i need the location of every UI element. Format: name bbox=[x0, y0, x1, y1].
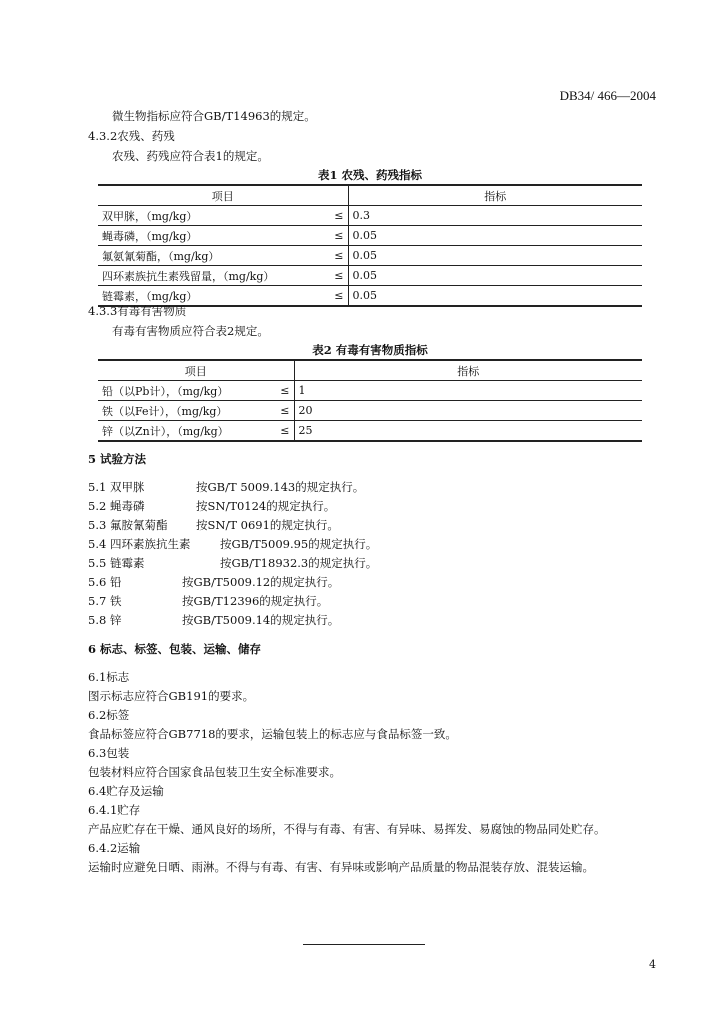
table-row bbox=[98, 226, 642, 246]
method-text: 按GB/T5009.95的规定执行。 bbox=[220, 537, 378, 551]
le-sign: ≤ bbox=[334, 229, 344, 242]
method-line bbox=[88, 479, 364, 495]
table-row bbox=[98, 246, 642, 266]
table-row bbox=[98, 381, 642, 401]
table1-header-item: 项目 bbox=[98, 185, 348, 206]
le-sign: ≤ bbox=[334, 209, 344, 222]
method-label: 5.8 锌 bbox=[88, 613, 122, 627]
item-name: 链霉素，（mg/kg） bbox=[102, 289, 198, 303]
table-row bbox=[98, 206, 642, 226]
section-6-4-1-text: 产品应贮存在干燥、通风良好的场所，不得与有毒、有害、有异味、易挥发、易腐蚀的物品同处贮存。 bbox=[88, 822, 606, 836]
le-sign: ≤ bbox=[280, 384, 290, 397]
section-4-3-3-heading: 4.3.3有毒有害物质 bbox=[88, 304, 187, 318]
method-text: 按GB/T 5009.143的规定执行。 bbox=[196, 480, 365, 494]
table-row bbox=[98, 421, 642, 442]
method-label: 5.3 氟胺氰菊酯 bbox=[88, 518, 168, 532]
method-label: 5.1 双甲脒 bbox=[88, 480, 145, 494]
item-name: 四环素族抗生素残留量，（mg/kg） bbox=[102, 269, 275, 283]
method-text: 按SN/T0124的规定执行。 bbox=[196, 499, 336, 513]
section-6-3-text: 包装材料应符合国家食品包装卫生安全标准要求。 bbox=[88, 765, 341, 779]
item-name: 铁（以Fe计），（mg/kg） bbox=[102, 404, 228, 418]
method-line bbox=[88, 517, 339, 533]
method-label: 5.5 链霉素 bbox=[88, 556, 145, 570]
method-label: 5.2 蝇毒磷 bbox=[88, 499, 145, 513]
method-line bbox=[88, 498, 335, 514]
method-line bbox=[88, 574, 339, 590]
table2-header-row bbox=[98, 360, 642, 381]
table2-value-cell: 25 bbox=[294, 421, 642, 442]
method-text: 按GB/T5009.14的规定执行。 bbox=[182, 613, 340, 627]
le-sign: ≤ bbox=[280, 404, 290, 417]
page-number: 4 bbox=[649, 958, 656, 971]
end-of-text-rule bbox=[303, 944, 425, 945]
table2-header-item: 项目 bbox=[98, 360, 294, 381]
table2 bbox=[98, 359, 642, 442]
le-sign: ≤ bbox=[280, 424, 290, 437]
table1-item-cell bbox=[98, 266, 348, 286]
section-6-1-heading: 6.1标志 bbox=[88, 670, 130, 684]
method-label: 5.4 四环素族抗生素 bbox=[88, 537, 191, 551]
method-line bbox=[88, 536, 377, 552]
table1-value-cell: 0.3 bbox=[348, 206, 642, 226]
standard-code: DB34/ 466—2004 bbox=[559, 88, 656, 103]
method-line bbox=[88, 555, 377, 571]
section-6-4-1-heading: 6.4.1贮存 bbox=[88, 803, 141, 817]
table1 bbox=[98, 184, 642, 307]
table1-item-cell bbox=[98, 226, 348, 246]
item-name: 氟氨氰菊酯，（mg/kg） bbox=[102, 249, 220, 263]
table1-item-cell bbox=[98, 206, 348, 226]
item-name: 锌（以Zn计），（mg/kg） bbox=[102, 424, 229, 438]
table1-value-cell: 0.05 bbox=[348, 226, 642, 246]
table2-item-cell bbox=[98, 401, 294, 421]
method-text: 按GB/T12396的规定执行。 bbox=[182, 594, 329, 608]
section-6-4-2-text: 运输时应避免日晒、雨淋。不得与有毒、有害、有异味或影响产品质量的物品混装存放、混装运输。 bbox=[88, 860, 594, 874]
table2-item-cell bbox=[98, 381, 294, 401]
section-5-heading: 5 试验方法 bbox=[88, 452, 147, 466]
section-6-2-heading: 6.2标签 bbox=[88, 708, 130, 722]
table-row bbox=[98, 401, 642, 421]
table1-value-cell: 0.05 bbox=[348, 286, 642, 307]
table1-header-index: 指标 bbox=[348, 185, 642, 206]
section-6-3-heading: 6.3包装 bbox=[88, 746, 130, 760]
section-6-2-text: 食品标签应符合GB7718的要求，运输包装上的标志应与食品标签一致。 bbox=[88, 727, 457, 741]
method-text: 按GB/T18932.3的规定执行。 bbox=[220, 556, 378, 570]
table2-caption: 表2 有毒有害物质指标 bbox=[312, 343, 428, 357]
method-label: 5.7 铁 bbox=[88, 594, 122, 608]
section-4-3-2-heading: 4.3.2农残、药残 bbox=[88, 129, 175, 143]
le-sign: ≤ bbox=[334, 269, 344, 282]
table1-item-cell bbox=[98, 246, 348, 266]
table2-value-cell: 1 bbox=[294, 381, 642, 401]
le-sign: ≤ bbox=[334, 249, 344, 262]
table2-item-cell bbox=[98, 421, 294, 442]
item-name: 铅（以Pb计），（mg/kg） bbox=[102, 384, 229, 398]
table1-value-cell: 0.05 bbox=[348, 266, 642, 286]
le-sign: ≤ bbox=[334, 289, 344, 302]
table1-header-row bbox=[98, 185, 642, 206]
item-name: 双甲脒，（mg/kg） bbox=[102, 209, 198, 223]
method-label: 5.6 铅 bbox=[88, 575, 122, 589]
section-6-heading: 6 标志、标签、包装、运输、储存 bbox=[88, 642, 262, 656]
item-name: 蝇毒磷，（mg/kg） bbox=[102, 229, 198, 243]
section-6-4-2-heading: 6.4.2运输 bbox=[88, 841, 141, 855]
table-row bbox=[98, 266, 642, 286]
table2-header-index: 指标 bbox=[294, 360, 642, 381]
table1-value-cell: 0.05 bbox=[348, 246, 642, 266]
table1-caption: 表1 农残、药残指标 bbox=[317, 168, 422, 182]
method-text: 按GB/T5009.12的规定执行。 bbox=[182, 575, 340, 589]
micro-requirement-text: 微生物指标应符合GB/T14963的规定。 bbox=[112, 109, 316, 123]
method-line bbox=[88, 612, 339, 628]
method-text: 按SN/T 0691的规定执行。 bbox=[196, 518, 339, 532]
section-6-4-heading: 6.4贮存及运输 bbox=[88, 784, 164, 798]
section-6-1-text: 图示标志应符合GB191的要求。 bbox=[88, 689, 255, 703]
method-line bbox=[88, 593, 328, 609]
section-4-3-3-text: 有毒有害物质应符合表2规定。 bbox=[112, 324, 269, 338]
section-4-3-2-text: 农残、药残应符合表1的规定。 bbox=[112, 149, 269, 163]
table2-value-cell: 20 bbox=[294, 401, 642, 421]
